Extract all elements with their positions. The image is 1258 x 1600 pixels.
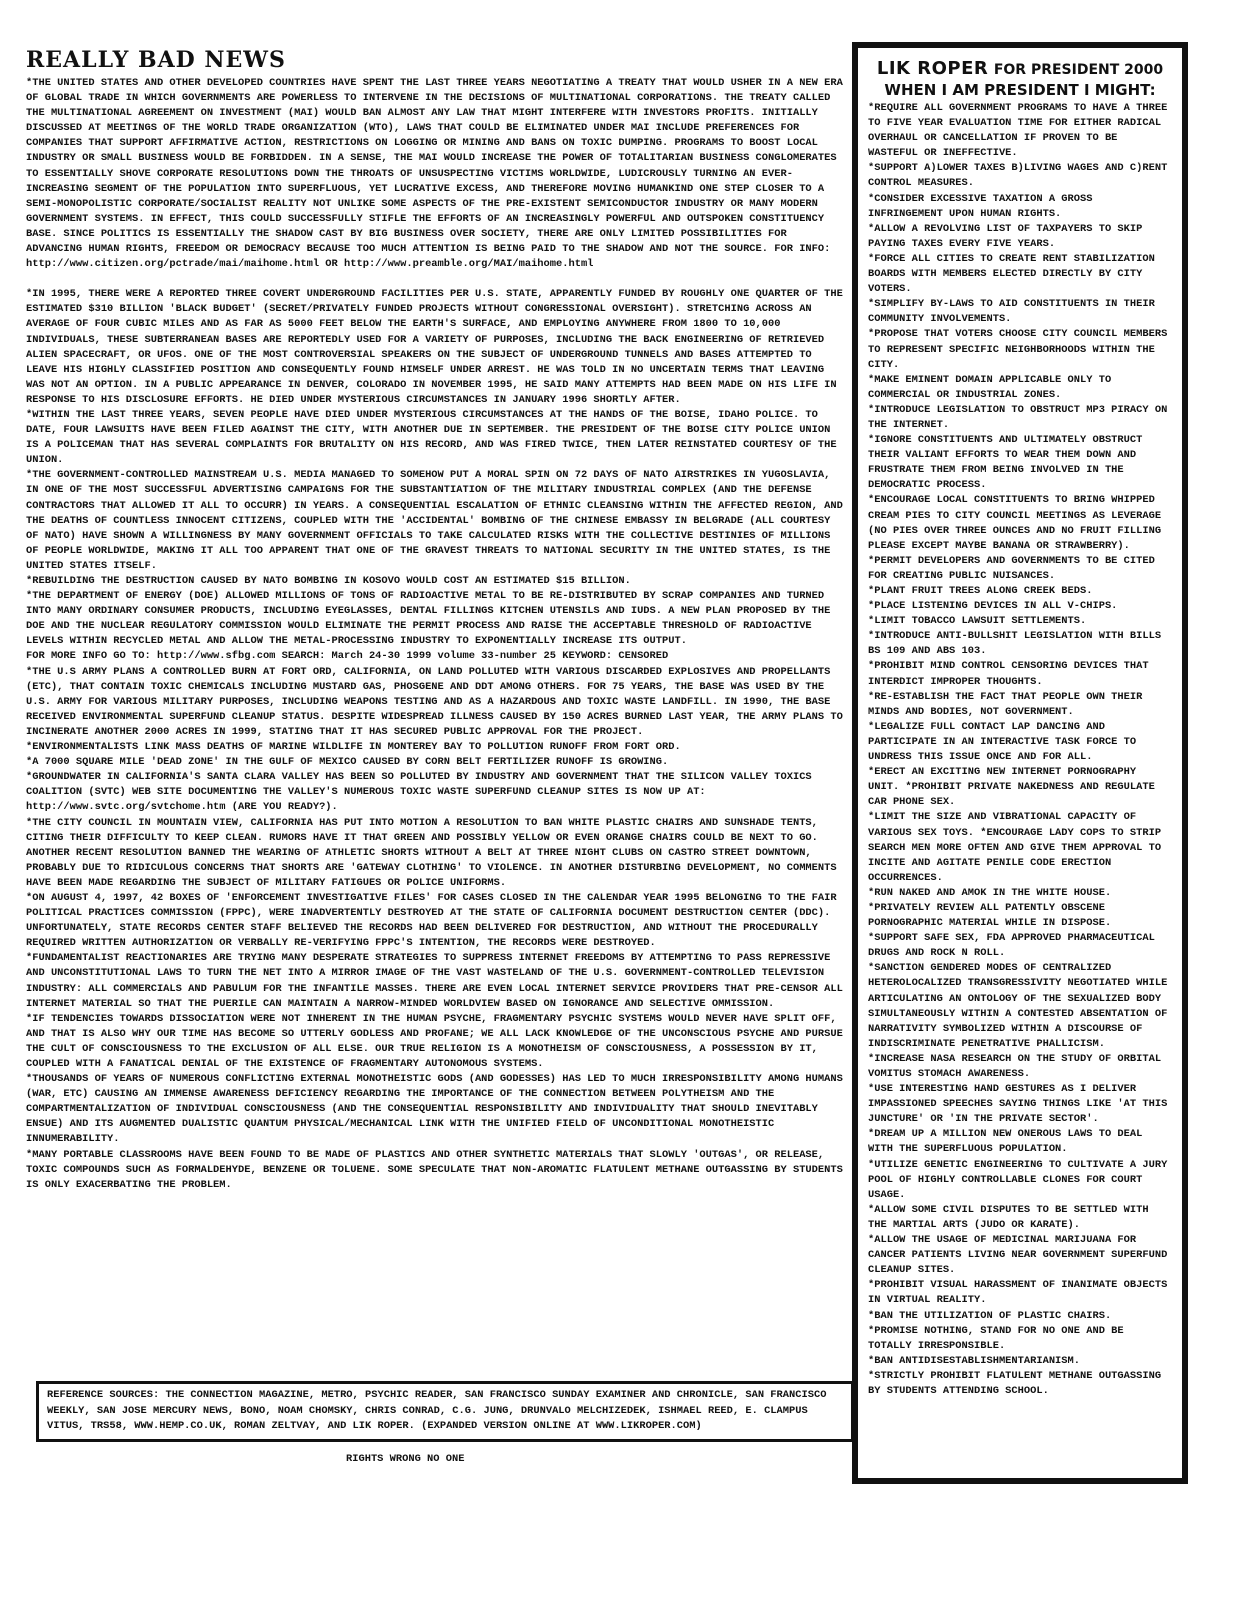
news-paragraph: *REBUILDING THE DESTRUCTION CAUSED BY NATO BOMBING IN KOSOVO WOULD COST AN ESTIMATED $15 BILLION. xyxy=(26,575,631,587)
promise-item: *INCREASE NASA RESEARCH ON THE STUDY OF ORBITAL VOMITUS STOMACH AWARENESS. xyxy=(868,1052,1162,1080)
promise-list xyxy=(868,101,1172,1399)
promise-item: *MAKE EMINENT DOMAIN APPLICABLE ONLY TO COMMERCIAL OR INDUSTRIAL ZONES. xyxy=(868,373,1112,401)
news-paragraph: FOR MORE INFO GO TO: http://www.sfbg.com SEARCH: March 24-30 1999 volume 33-number 25 KEYWORD: CENSORED xyxy=(26,650,669,663)
promise-item: *ALLOW THE USAGE OF MEDICINAL MARIJUANA FOR CANCER PATIENTS LIVING NEAR GOVERNMENT SUPERFUND CLEANUP SITES. xyxy=(868,1234,1168,1277)
news-paragraph: *A 7000 SQUARE MILE 'DEAD ZONE' IN THE GULF OF MEXICO CAUSED BY CORN BELT FERTILIZER RUNOFF IS GROWING. xyxy=(26,756,669,769)
promise-item: *FORCE ALL CITIES TO CREATE RENT STABILIZATION BOARDS WITH MEMBERS ELECTED DIRECTLY BY CITY VOTERS. xyxy=(868,252,1155,296)
news-paragraph: *THE DEPARTMENT OF ENERGY (DOE) ALLOWED MILLIONS OF TONS OF RADIOACTIVE METAL TO BE RE-DISTRIBUTED BY SCRAP COMPANIES AND TURNED INTO MANY ORDINARY CONSUMER PRODUCTS, INCLUDING EYEGLASSES, DENTAL FILLINGS KITCHEN UTENSILS AND IUDS. A NEW PLAN PROPOSED BY THE DOE AND THE NUCLEAR REGULATORY COMMISSION WOULD ELIMINATE THE PERMIT PROCESS AND RAISE THE ACCEPTABLE THRESHOLD OF RADIOACTIVE LEVELS WITHIN RECYCLED METAL AND ALLOW THE METAL-PROCESSING INDUSTRY TO EXPONENTIALLY INCREASE ITS OUTPUT. xyxy=(26,590,831,648)
promise-item: *LIMIT THE SIZE AND VIBRATIONAL CAPACITY OF VARIOUS SEX TOYS. *ENCOURAGE LADY COPS TO STRIP SEARCH MEN MORE OFTEN AND GIVE THEM APPROVAL TO INCITE AND AGITATE PENILE CODE ERECTION OCCURRENCES. xyxy=(868,811,1162,884)
promise-item: *PROMISE NOTHING, STAND FOR NO ONE AND BE TOTALLY IRRESPONSIBLE. xyxy=(868,1324,1124,1352)
promise-item: *ALLOW SOME CIVIL DISPUTES TO BE SETTLED WITH THE MARTIAL ARTS (JUDO OR KARATE). xyxy=(868,1203,1149,1231)
promise-item: *ERECT AN EXCITING NEW INTERNET PORNOGRAPHY UNIT. *PROHIBIT PRIVATE NAKEDNESS AND REGULATE CAR PHONE SEX. xyxy=(868,766,1155,809)
promise-item: *PLACE LISTENING DEVICES IN ALL V-CHIPS. xyxy=(868,600,1118,613)
promise-item: *PROHIBIT VISUAL HARASSMENT OF INANIMATE OBJECTS IN VIRTUAL REALITY. xyxy=(868,1279,1168,1307)
promise-item: *SUPPORT SAFE SEX, FDA APPROVED PHARMACEUTICAL DRUGS AND ROCK N ROLL. xyxy=(868,932,1155,960)
news-paragraph: *THE GOVERNMENT-CONTROLLED MAINSTREAM U.S. MEDIA MANAGED TO SOMEHOW PUT A MORAL SPIN ON 72 DAYS OF NATO AIRSTRIKES IN YUGOSLAVIA, IN ONE OF THE MOST SUCCESSFUL ADVERTISING CAMPAIGNS FOR THE SUBSTANTIATION OF THE MILITARY INDUSTRIAL COMPLEX (AND THE DEFENSE CONTRACTORS THAT ALLOWED IT ALL TO OCCURR) IN YEARS. A CONSEQUENTIAL ESCALATION OF ETHNIC CLEANSING WITHIN THE AFFECTED REGION, AND THE DEATHS OF COUNTLESS INNOCENT CITIZENS, COUPLED WITH THE 'ACCIDENTAL' BOMBING OF THE CHINESE EMBASSY IN BELGRADE (ALL COURTESY OF NATO) HAVE SHOWN A WILLINGNESS BY MANY GOVERNMENT OFFICIALS TO TAKE CALCULATED RISKS WITH THE COLLECTIVE DESTINIES OF MILLIONS OF PEOPLE WORLDWIDE, MAKING IT ALL TOO APPARENT THAT ONE OF THE GRAVEST THREATS TO NATIONAL SECURITY IN THE UNITED STATES, IS THE UNITED STATES ITSELF. xyxy=(26,469,843,572)
promise-item: *CONSIDER EXCESSIVE TAXATION A GROSS INFRINGEMENT UPON HUMAN RIGHTS. xyxy=(868,192,1093,220)
sidebar-title xyxy=(868,58,1172,79)
campaign-sidebar xyxy=(852,42,1188,1484)
promise-item: *USE INTERESTING HAND GESTURES AS I DELIVER IMPASSIONED SPEECHES SAYING THINGS LIKE 'AT THIS JUNCTURE' OR 'IN THE PRIVATE SECTOR'. xyxy=(868,1083,1168,1126)
news-paragraph: *IF TENDENCIES TOWARDS DISSOCIATION WERE NOT INHERENT IN THE HUMAN PSYCHE, FRAGMENTARY PSYCHIC SYSTEMS WOULD NEVER HAVE SPLIT OFF, AND THAT IS ALSO WHY OUR TIME HAS BECOME SO UTTERLY GODLESS AND PROFANE; WE ALL LACK KNOWLEDGE OF THE UNCONSCIOUS PSYCHE AND PURSUE THE CULT OF CONSCIOUSNESS TO THE EXCLUSION OF ALL ELSE. OUR TRUE RELIGION IS A MONOTHEISM OF CONSCIOUSNESS, A POSSESSION BY IT, COUPLED WITH A FANATICAL DENIAL OF THE EXISTENCE OF FRAGMENTARY AUTONOMOUS SYSTEMS. xyxy=(26,1012,843,1070)
reference-sources-box: REFERENCE SOURCES: THE CONNECTION MAGAZINE, METRO, PSYCHIC READER, SAN FRANCISCO SUNDAY EXAMINER AND CHRONICLE, SAN FRANCISCO WEEKLY, SAN JOSE MERCURY NEWS, BONO, NOAM CHOMSKY, CHRIS CONRAD, C.G. JUNG, DRUNVALO MELCHIZEDEK, ISHMAEL REED, E. CLAMPUS VITUS, TRS58, WWW.HEMP.CO.UK, ROMAN ZELTVAY, AND LIK ROPER. (EXPANDED VERSION ONLINE AT WWW.LIKROPER.COM) xyxy=(36,1381,854,1442)
news-paragraph: *ENVIRONMENTALISTS LINK MASS DEATHS OF MARINE WILDLIFE IN MONTEREY BAY TO POLLUTION RUNOFF FROM FORT ORD. xyxy=(26,741,681,754)
promise-item: *BAN THE UTILIZATION OF PLASTIC CHAIRS. xyxy=(868,1309,1112,1322)
promise-item: *UTILIZE GENETIC ENGINEERING TO CULTIVATE A JURY POOL OF HIGHLY CONTROLLABLE CLONES FOR COURT USAGE. xyxy=(868,1158,1168,1201)
promise-item: *ENCOURAGE LOCAL CONSTITUENTS TO BRING WHIPPED CREAM PIES TO CITY COUNCIL MEETINGS AS LEVERAGE (NO PIES OVER THREE OUNCES AND NO FRUIT FILLING PLEASE EXCEPT MAYBE BANANA OR STRAWBERRY). xyxy=(868,494,1162,552)
paragraph-gap xyxy=(26,272,844,287)
promise-item: *PRIVATELY REVIEW ALL PATENTLY OBSCENE PORNOGRAPHIC MATERIAL WHILE IN DISPOSE. xyxy=(868,901,1112,930)
promise-item: *REQUIRE ALL GOVERNMENT PROGRAMS TO HAVE A THREE TO FIVE YEAR EVALUATION TIME FOR EITHER RADICAL OVERHAUL OR CANCELLATION IF PROVEN TO BE WASTEFUL OR INEFFECTIVE. xyxy=(868,102,1168,160)
promise-item: *SANCTION GENDERED MODES OF CENTRALIZED HETEROLOCALIZED TRANSGRESSIVITY NEGOTIATED WHILE ARTICULATING AN ONTOLOGY OF THE SEXUALIZED BODY SIMULTANEOUSLY WITHIN A CONTESTED ABSENTATION OF NARRATIVITY SYMBOLIZED WITHIN A DISCOURSE OF INDISCRIMINATE PENETRATIVE PHALLICISM. xyxy=(868,962,1168,1050)
promise-item: *DREAM UP A MILLION NEW ONEROUS LAWS TO DEAL WITH THE SUPERFLUOUS POPULATION. xyxy=(868,1128,1143,1156)
promise-item: *RUN NAKED AND AMOK IN THE WHITE HOUSE. xyxy=(868,886,1112,899)
promise-item: *SUPPORT A)LOWER TAXES B)LIVING WAGES AND C)RENT CONTROL MEASURES. xyxy=(868,162,1168,190)
news-paragraph: *IN 1995, THERE WERE A REPORTED THREE COVERT UNDERGROUND FACILITIES PER U.S. STATE, APPARENTLY FUNDED BY ROUGHLY ONE QUARTER OF THE ESTIMATED $310 BILLION 'BLACK BUDGET' (SECRET/PRIVATELY FUNDED PROJECTS WITHOUT CONGRESSIONAL OVERSIGHT). STRETCHING ACROSS AN AVERAGE OF FOUR CUBIC MILES AND AS FAR AS 5000 FEET BELOW THE EARTH'S SURFACE, AND EMPLOYING ANYWHERE FROM 1800 TO 10,000 INDIVIDUALS, THESE SUBTERRANEAN BASES ARE REPORTEDLY USED FOR A VARIETY OF PURPOSES, INCLUDING THE BACK ENGINEERING OF RETRIEVED ALIEN SPACECRAFT, OR UFOS. ONE OF THE MOST CONTROVERSIAL SPEAKERS ON THE SUBJECT OF UNDERGROUND TUNNELS AND BASES ATTEMPTED TO LEAVE HIS HIGHLY CLASSIFIED POSITION AND CONSEQUENTLY FOUND HIMSELF UNDER ARREST. HE WAS TOLD IN NO UNCERTAIN TERMS THAT LEAVING WAS NOT AN OPTION. IN A PUBLIC APPEARANCE IN DENVER, COLORADO IN NOVEMBER 1995, HE SAID MANY ATTEMPTS HAD BEEN MADE ON HIS LIFE IN RESPONSE TO HIS DISCLOSURE EFFORTS. HE DIED UNDER MYSTERIOUS CIRCUMSTANCES IN JANUARY 1996 SHORTLY AFTER. xyxy=(26,288,843,406)
news-paragraph: *THE CITY COUNCIL IN MOUNTAIN VIEW, CALIFORNIA HAS PUT INTO MOTION A RESOLUTION TO BAN WHITE PLASTIC CHAIRS AND SUNSHADE TENTS, CITING THEIR DIFFICULTY TO KEEP CLEAN. RUMORS HAVE IT THAT GREEN AND POSSIBLY YELLOW OR EVEN ORANGE CHAIRS COULD BE NEXT TO GO. ANOTHER RECENT RESOLUTION BANNED THE WEARING OF ATHLETIC SHORTS WITHOUT A BELT AT THREE NIGHT CLUBS ON CASTRO STREET DOWNTOWN, PROBABLY DUE TO RIDICULOUS CONCERNS THAT SHORTS ARE 'GATEWAY CLOTHING' TO VIOLENCE. IN ANOTHER DISTURBING DEVELOPMENT, NO COMMENTS HAVE BEEN MADE REGARDING THE SUBJECT OF MILITARY FATIGUES OR POLICE UNIFORMS. xyxy=(26,816,837,889)
news-paragraph: *THE UNITED STATES AND OTHER DEVELOPED COUNTRIES HAVE SPENT THE LAST THREE YEARS NEGOTIATING A TREATY THAT WOULD USHER IN A NEW ERA OF GLOBAL TRADE IN WHICH GOVERNMENTS ARE POWERLESS TO INTERVENE IN THE DECISIONS OF MULTINATIONAL CORPORATIONS. THE TREATY CALLED THE MULTINATIONAL AGREEMENT ON INVESTMENT (MAI) WOULD BAN ALMOST ANY LAW THAT MIGHT INTERFERE WITH INVESTORS PROFITS. INITIALLY DISCUSSED AT MEETINGS OF THE WORLD TRADE ORGANIZATION (WTO), LAWS THAT COULD BE ELIMINATED UNDER MAI INCLUDE PREFERENCES FOR COMPANIES THAT SUPPORT AFFIRMATIVE ACTION, RESTRICTIONS ON LOGGING OR MINING AND BANS ON TOXIC DUMPING. PROGRAMS TO BOOST LOCAL INDUSTRY OR SMALL BUSINESS WOULD BE FORBIDDEN. IN A SENSE, THE MAI WOULD INCREASE THE POWER OF TOTALITARIAN BUSINESS CONGLOMERATES TO ESSENTIALLY SHOVE CORPORATE RESOLUTIONS DOWN THE THROATS OF UNSUSPECTING VICTIMS WORLDWIDE, LUDICROUSLY TURNING AN EVER-INCREASING SEGMENT OF THE POPULATION INTO SUPERFLUOUS, YET LUCRATIVE EXCESS, AND THEREFORE MOVING HUMANKIND ONE STEP CLOSER TO A SEMI-MONOPOLISTIC CORPORATE/SOCIALIST REALITY NOT UNLIKE SOME ASPECTS OF THE PRE-EXISTENT SEMICONDUCTOR INDUSTRY OR MANY MODERN GOVERNMENT SYSTEMS. IN EFFECT, THIS COULD SUCCESSFULLY STIFLE THE EFFORTS OF AN INCREASINGLY POWERFUL AND OUTSPOKEN CONSTITUENCY BASE. SINCE POLITICS IS ESSENTIALLY THE SHADOW CAST BY BIG BUSINESS OVER SOCIETY, THERE ARE ONLY LIMITED POSSIBILITIES FOR ADVANCING HUMAN RIGHTS, FREEDOM OR DEMOCRACY BECAUSE TOO MUCH ATTENTION IS BEING PAID TO THE SHADOW AND NOT THE SOURCE. FOR INFO: http://www.citizen.org/pctrade/mai/maihome.html OR http://www.preamble.org/MAI/maihome.html xyxy=(26,77,843,271)
news-paragraph: *GROUNDWATER IN CALIFORNIA'S SANTA CLARA VALLEY HAS BEEN SO POLLUTED BY INDUSTRY AND GOVERNMENT THAT THE SILICON VALLEY TOXICS COALITION (SVTC) WEB SITE DOCUMENTING THE VALLEY'S NUMEROUS TOXIC WASTE SUPERFUND CLEANUP SITES IS NOW UP AT: http://www.svtc.org/svtchome.htm (ARE YOU READY?). xyxy=(26,771,812,814)
promise-item: *ALLOW A REVOLVING LIST OF TAXPAYERS TO SKIP PAYING TAXES EVERY FIVE YEARS. xyxy=(868,222,1143,250)
promise-item: *INTRODUCE ANTI-BULLSHIT LEGISLATION WITH BILLS BS 109 AND ABS 103. xyxy=(868,630,1162,658)
promise-item: *SIMPLIFY BY-LAWS TO AID CONSTITUENTS IN THEIR COMMUNITY INVOLVEMENTS. xyxy=(868,298,1155,326)
promise-item: *PROPOSE THAT VOTERS CHOOSE CITY COUNCIL MEMBERS TO REPRESENT SPECIFIC NEIGHBORHOODS WITHIN THE CITY. xyxy=(868,328,1168,371)
promise-item: *PROHIBIT MIND CONTROL CENSORING DEVICES THAT INTERDICT IMPROPER THOUGHTS. xyxy=(868,660,1149,688)
footer-slogan: RIGHTS WRONG NO ONE xyxy=(346,1453,465,1465)
promise-item: *PERMIT DEVELOPERS AND GOVERNMENTS TO BE CITED FOR CREATING PUBLIC NUISANCES. xyxy=(868,554,1155,582)
sidebar-subtitle: WHEN I AM PRESIDENT I MIGHT: xyxy=(884,81,1156,99)
news-paragraph: *FUNDAMENTALIST REACTIONARIES ARE TRYING MANY DESPERATE STRATEGIES TO SUPPRESS INTERNET FREEDOMS BY ATTEMPTING TO PASS REPRESSIVE AND UNCONSTITUTIONAL LAWS TO TURN THE NET INTO A MIRROR IMAGE OF THE VAST WASTELAND OF THE U.S. GOVERNMENT-CONTROLLED TELEVISION INDUSTRY: ALL COMMERCIALS AND PABULUM FOR THE INFANTILE MASSES. THERE ARE EVEN LOCAL INTERNET SERVICE PROVIDERS THAT PRE-CENSOR ALL INTERNET MATERIAL SO THAT THE PUERILE CAN MAINTAIN A NARROW-MINDED WORLDVIEW BASED ON IGNORANCE AND SELECTIVE OMMISSION. xyxy=(26,952,843,1010)
candidate-name: LIK ROPER xyxy=(876,58,989,79)
campaign-label: FOR PRESIDENT 2000 xyxy=(993,62,1164,78)
page-title: REALLY BAD NEWS xyxy=(26,47,286,73)
news-paragraph: *MANY PORTABLE CLASSROOMS HAVE BEEN FOUND TO BE MADE OF PLASTICS AND OTHER SYNTHETIC MATERIALS THAT SLOWLY 'OUTGAS', OR RELEASE, TOXIC COMPOUNDS SUCH AS FORMALDEHYDE, BENZENE OR TOLUENE. SOME SPECULATE THAT NON-AROMATIC FLATULENT METHANE OUTGASSING BY STUDENTS IS ONLY EXACERBATING THE PROBLEM. xyxy=(26,1148,843,1191)
promise-item: *PLANT FRUIT TREES ALONG CREEK BEDS. xyxy=(868,585,1093,597)
news-paragraph: *THE U.S ARMY PLANS A CONTROLLED BURN AT FORT ORD, CALIFORNIA, ON LAND POLLUTED WITH VARIOUS DISCARDED EXPLOSIVES AND PROPELLANTS (ETC), THAT CONTAIN TOXIC CHEMICALS INCLUDING MUSTARD GAS, PHOSGENE AND DDT AMONG OTHERS. FOR 75 YEARS, THE BASE WAS USED BY THE U.S. ARMY FOR VARIOUS MILITARY PURPOSES, INCLUDING WEAPONS TESTING AND AS A HAZARDOUS AND TOXIC WASTE LANDFILL. IN 1990, THE BASE RECEIVED ENVIRONMENTAL SUPERFUND CLEANUP STATUS. DESPITE WIDESPREAD ILLNESS CAUSED BY 150 ACRES BURNED LAST YEAR, THE ARMY PLANS TO INCINERATE ANOTHER 2000 ACRES IN 1999, STATING THAT IT HAS SECURED PUBLIC APPROVAL FOR THE PROJECT. xyxy=(26,665,843,738)
promise-item: *LIMIT TOBACCO LAWSUIT SETTLEMENTS. xyxy=(868,615,1087,628)
promise-item: *IGNORE CONSTITUENTS AND ULTIMATELY OBSTRUCT THEIR VALIANT EFFORTS TO WEAR THEM DOWN AND FRUSTRATE THEM FROM BEING INVOLVED IN THE DEMOCRATIC PROCESS. xyxy=(868,434,1143,492)
promise-item: *BAN ANTIDISESTABLISHMENTARIANISM. xyxy=(868,1354,1081,1367)
news-paragraph: *WITHIN THE LAST THREE YEARS, SEVEN PEOPLE HAVE DIED UNDER MYSTERIOUS CIRCUMSTANCES AT THE HANDS OF THE BOISE, IDAHO POLICE. TO DATE, FOUR LAWSUITS HAVE BEEN FILED AGAINST THE CITY, WITH ANOTHER DUE IN SEPTEMBER. THE PRESIDENT OF THE BOISE CITY POLICE UNION IS A POLICEMAN THAT HAS SEVERAL COMPLAINTS FOR BRUTALITY ON HIS RECORD, AND WAS FIRED TWICE, THEN LATER REINSTATED COURTESY OF THE UNION. xyxy=(26,408,837,467)
news-paragraph: *THOUSANDS OF YEARS OF NUMEROUS CONFLICTING EXTERNAL MONOTHEISTIC GODS (AND GODESSES) HAS LED TO MUCH IRRESPONSIBILITY AMONG HUMANS (WAR, ETC) CAUSING AN IMMENSE AWARENESS DEFICIENCY REGARDING THE IMPORTANCE OF THE CONNECTION BETWEEN POLYTHEISM AND THE COMPARTMENTALIZATION OF INDIVIDUAL CONSCIOUSNESS (AND THE CONSEQUENTIAL RESPONSIBILITY AND INDIVIDUALITY THAT SHOULD INEVITABLY ENSUE) AND ITS AUGMENTED DUALISTIC QUANTUM PHYSICAL/MECHANICAL LINK WITH THE UNIFIED FIELD OF UNCONDITIONAL MONOTHEISTIC INNUMERABILITY. xyxy=(26,1073,843,1146)
promise-item: *STRICTLY PROHIBIT FLATULENT METHANE OUTGASSING BY STUDENTS ATTENDING SCHOOL. xyxy=(868,1369,1162,1397)
promise-item: *RE-ESTABLISH THE FACT THAT PEOPLE OWN THEIR MINDS AND BODIES, NOT GOVERNMENT. xyxy=(868,690,1143,718)
promise-item: *LEGALIZE FULL CONTACT LAP DANCING AND PARTICIPATE IN AN INTERACTIVE TASK FORCE TO UNDRESS THIS ISSUE ONCE AND FOR ALL. xyxy=(868,720,1137,764)
promise-item: *INTRODUCE LEGISLATION TO OBSTRUCT MP3 PIRACY ON THE INTERNET. xyxy=(868,403,1168,431)
main-column xyxy=(26,48,844,1193)
news-paragraph: *ON AUGUST 4, 1997, 42 BOXES OF 'ENFORCEMENT INVESTIGATIVE FILES' FOR CASES CLOSED IN THE CALENDAR YEAR 1995 BELONGING TO THE FAIR POLITICAL PRACTICES COMMISSION (FPPC), WERE INADVERTENTLY DESTROYED AT THE STATE OF CALIFORNIA DOCUMENT DESTRUCTION CENTER (DDC). UNFORTUNATELY, STATE RECORDS CENTER STAFF BELIEVED THE RECORDS HAD BEEN DELIVERED FOR DESTRUCTION, AND WITHOUT THE PROCEDURALLY REQUIRED WRITTEN AUTHORIZATION OR VERBALLY RE-VERIFYING FPPC'S INTENTION, THE RECORDS WERE DESTROYED. xyxy=(26,891,837,950)
